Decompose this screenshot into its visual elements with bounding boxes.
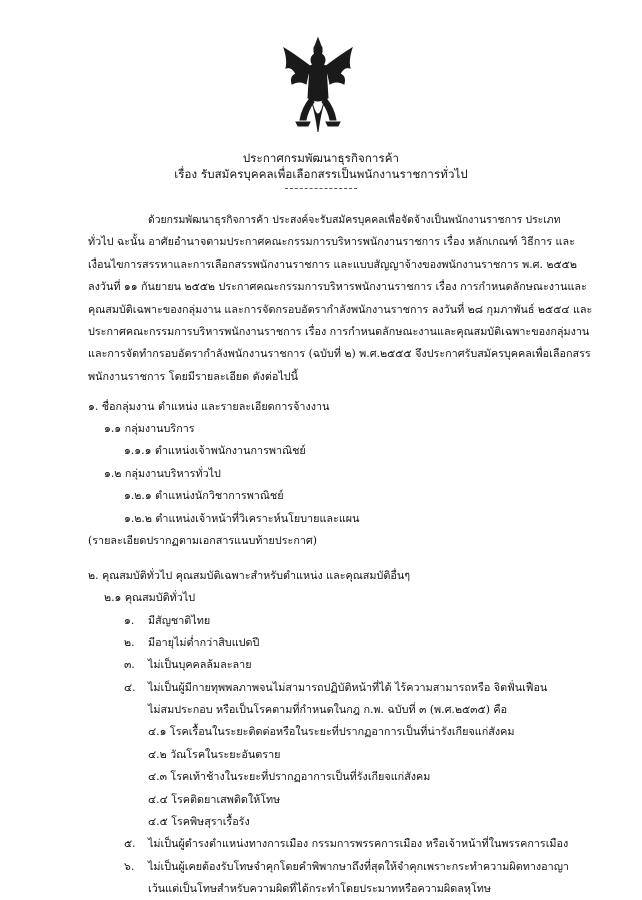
announcement-title: ประกาศกรมพัฒนาธุรกิจการค้า — [242, 151, 400, 165]
section1-position-commerce-officer: ๑.๑.๑ ตำแหน่งเจ้าพนักงานการพาณิชย์ — [124, 444, 306, 458]
qualification-text: มีอายุไม่ต่ำกว่าสิบแปดปี — [148, 636, 260, 649]
intro-line-8: พนักงานราชการ โดยมีรายละเอียด ดังต่อไปนี้ — [88, 369, 299, 383]
disease-item: ๔.๒ วัณโรคในระยะอันตราย — [148, 747, 281, 761]
qualification-number: ๖. — [124, 859, 135, 873]
disease-item: ๔.๔ โรคติดยาเสพติดให้โทษ — [148, 792, 281, 806]
intro-line-7: และการจัดทำกรอบอัตรากำลังพนักงานราชการ (ฉบับที่ ๒) พ.ศ.๒๕๕๕ จึงประกาศรับสมัครบุคคลเพื่อเลือกสรร — [88, 347, 591, 361]
intro-line-5: คุณสมบัติเฉพาะของกลุ่มงาน และการจัดกรอบอัตรากำลังพนักงานราชการ ลงวันที่ ๒๘ กุมภาพันธ์ ๒๕๕๔ และ — [88, 302, 593, 316]
garuda-emblem — [280, 36, 356, 136]
section2-subheading: ๒.๑ คุณสมบัติทั่วไป — [104, 591, 196, 605]
qualification-number: ๒. — [124, 636, 135, 649]
section1-heading: ๑. ชื่อกลุ่มงาน ตำแหน่ง และรายละเอียดการจ้างงาน — [88, 399, 330, 413]
qualification-text-continued: เว้นแต่เป็นโทษสำหรับความผิดที่ได้กระทำโดยประมาทหรือความผิดลหุโทษ — [148, 882, 492, 895]
title-divider — [285, 188, 357, 189]
intro-line-2: ทั่วไป ฉะนั้น อาศัยอำนาจตามประกาศคณะกรรมการบริหารพนักงานราชการ เรื่อง หลักเกณฑ์ วิธีการ และ — [88, 235, 575, 249]
section1-position-commerce-academic: ๑.๒.๑ ตำแหน่งนักวิชาการพาณิชย์ — [124, 489, 284, 503]
section1-group-general-admin: ๑.๒ กลุ่มงานบริหารทั่วไป — [104, 466, 221, 480]
qualification-text: ไม่เป็นบุคคลล้มละลาย — [148, 658, 252, 672]
disease-item: ๔.๑ โรคเรื้อนในระยะติดต่อหรือในระยะที่ปรากฏอาการเป็นที่น่ารังเกียจแก่สังคม — [148, 725, 515, 739]
qualification-number: ๕. — [124, 837, 136, 851]
intro-line-4: ลงวันที่ ๑๑ กันยายน ๒๕๕๒ ประกาศคณะกรรมการบริหารพนักงานราชการ เรื่อง การกำหนดลักษณะงานและ — [88, 280, 587, 294]
qualification-text: ไม่เป็นผู้ดำรงตำแหน่งทางการเมือง กรรมการพรรคการเมือง หรือเจ้าหน้าที่ในพรรคการเมือง — [148, 837, 569, 851]
qualification-text-continued: ไม่สมประกอบ หรือเป็นโรคตามที่กำหนดในกฎ ก.พ. ฉบับที่ ๓ (พ.ศ.๒๕๓๕) คือ — [148, 703, 508, 717]
intro-line-3: เงื่อนไขการสรรหาและการเลือกสรรพนักงานราชการ และแบบสัญญาจ้างของพนักงานราชการ พ.ศ. ๒๕๕๒ — [88, 257, 577, 271]
section1-group-service: ๑.๑ กลุ่มงานบริการ — [104, 422, 195, 436]
qualification-number: ๔. — [124, 680, 136, 694]
disease-item: ๔.๓ โรคเท้าช้างในระยะที่ปรากฏอาการเป็นที่รังเกียจแก่สังคม — [148, 770, 431, 784]
qualification-number: ๑. — [124, 613, 135, 627]
announcement-subject: เรื่อง รับสมัครบุคคลเพื่อเลือกสรรเป็นพนักงานราชการทั่วไป — [174, 167, 468, 181]
section1-position-policy-analyst: ๑.๒.๒ ตำแหน่งเจ้าหน้าที่วิเคราะห์นโยบายและแผน — [124, 511, 360, 525]
section2-heading: ๒. คุณสมบัติทั่วไป คุณสมบัติเฉพาะสำหรับตำแหน่ง และคุณสมบัติอื่นๆ — [88, 568, 411, 582]
qualification-number: ๓. — [124, 658, 135, 672]
section1-note: (รายละเอียดปรากฏตามเอกสารแนบท้ายประกาศ) — [88, 533, 318, 547]
qualification-text: ไม่เป็นผู้เคยต้องรับโทษจำคุกโดยคำพิพากษาถึงที่สุดให้จำคุกเพราะกระทำความผิดทางอาญา — [148, 859, 569, 873]
qualification-text: มีสัญชาติไทย — [148, 613, 211, 627]
intro-line-6: ประกาศคณะกรรมการบริหารพนักงานราชการ เรื่อง การกำหนดลักษณะงานและคุณสมบัติเฉพาะของกลุ่มงาน — [88, 324, 590, 338]
qualification-text: ไม่เป็นผู้มีกายทุพพลภาพจนไม่สามารถปฏิบัติหน้าที่ได้ ไร้ความสามารถหรือ จิตฟั่นเฟือน — [148, 680, 548, 694]
disease-item: ๔.๕ โรคพิษสุราเรื้อรัง — [148, 814, 250, 828]
intro-line-1: ด้วยกรมพัฒนาธุรกิจการค้า ประสงค์จะรับสมัครบุคคลเพื่อจัดจ้างเป็นพนักงานราชการ ประเภท — [148, 214, 561, 226]
